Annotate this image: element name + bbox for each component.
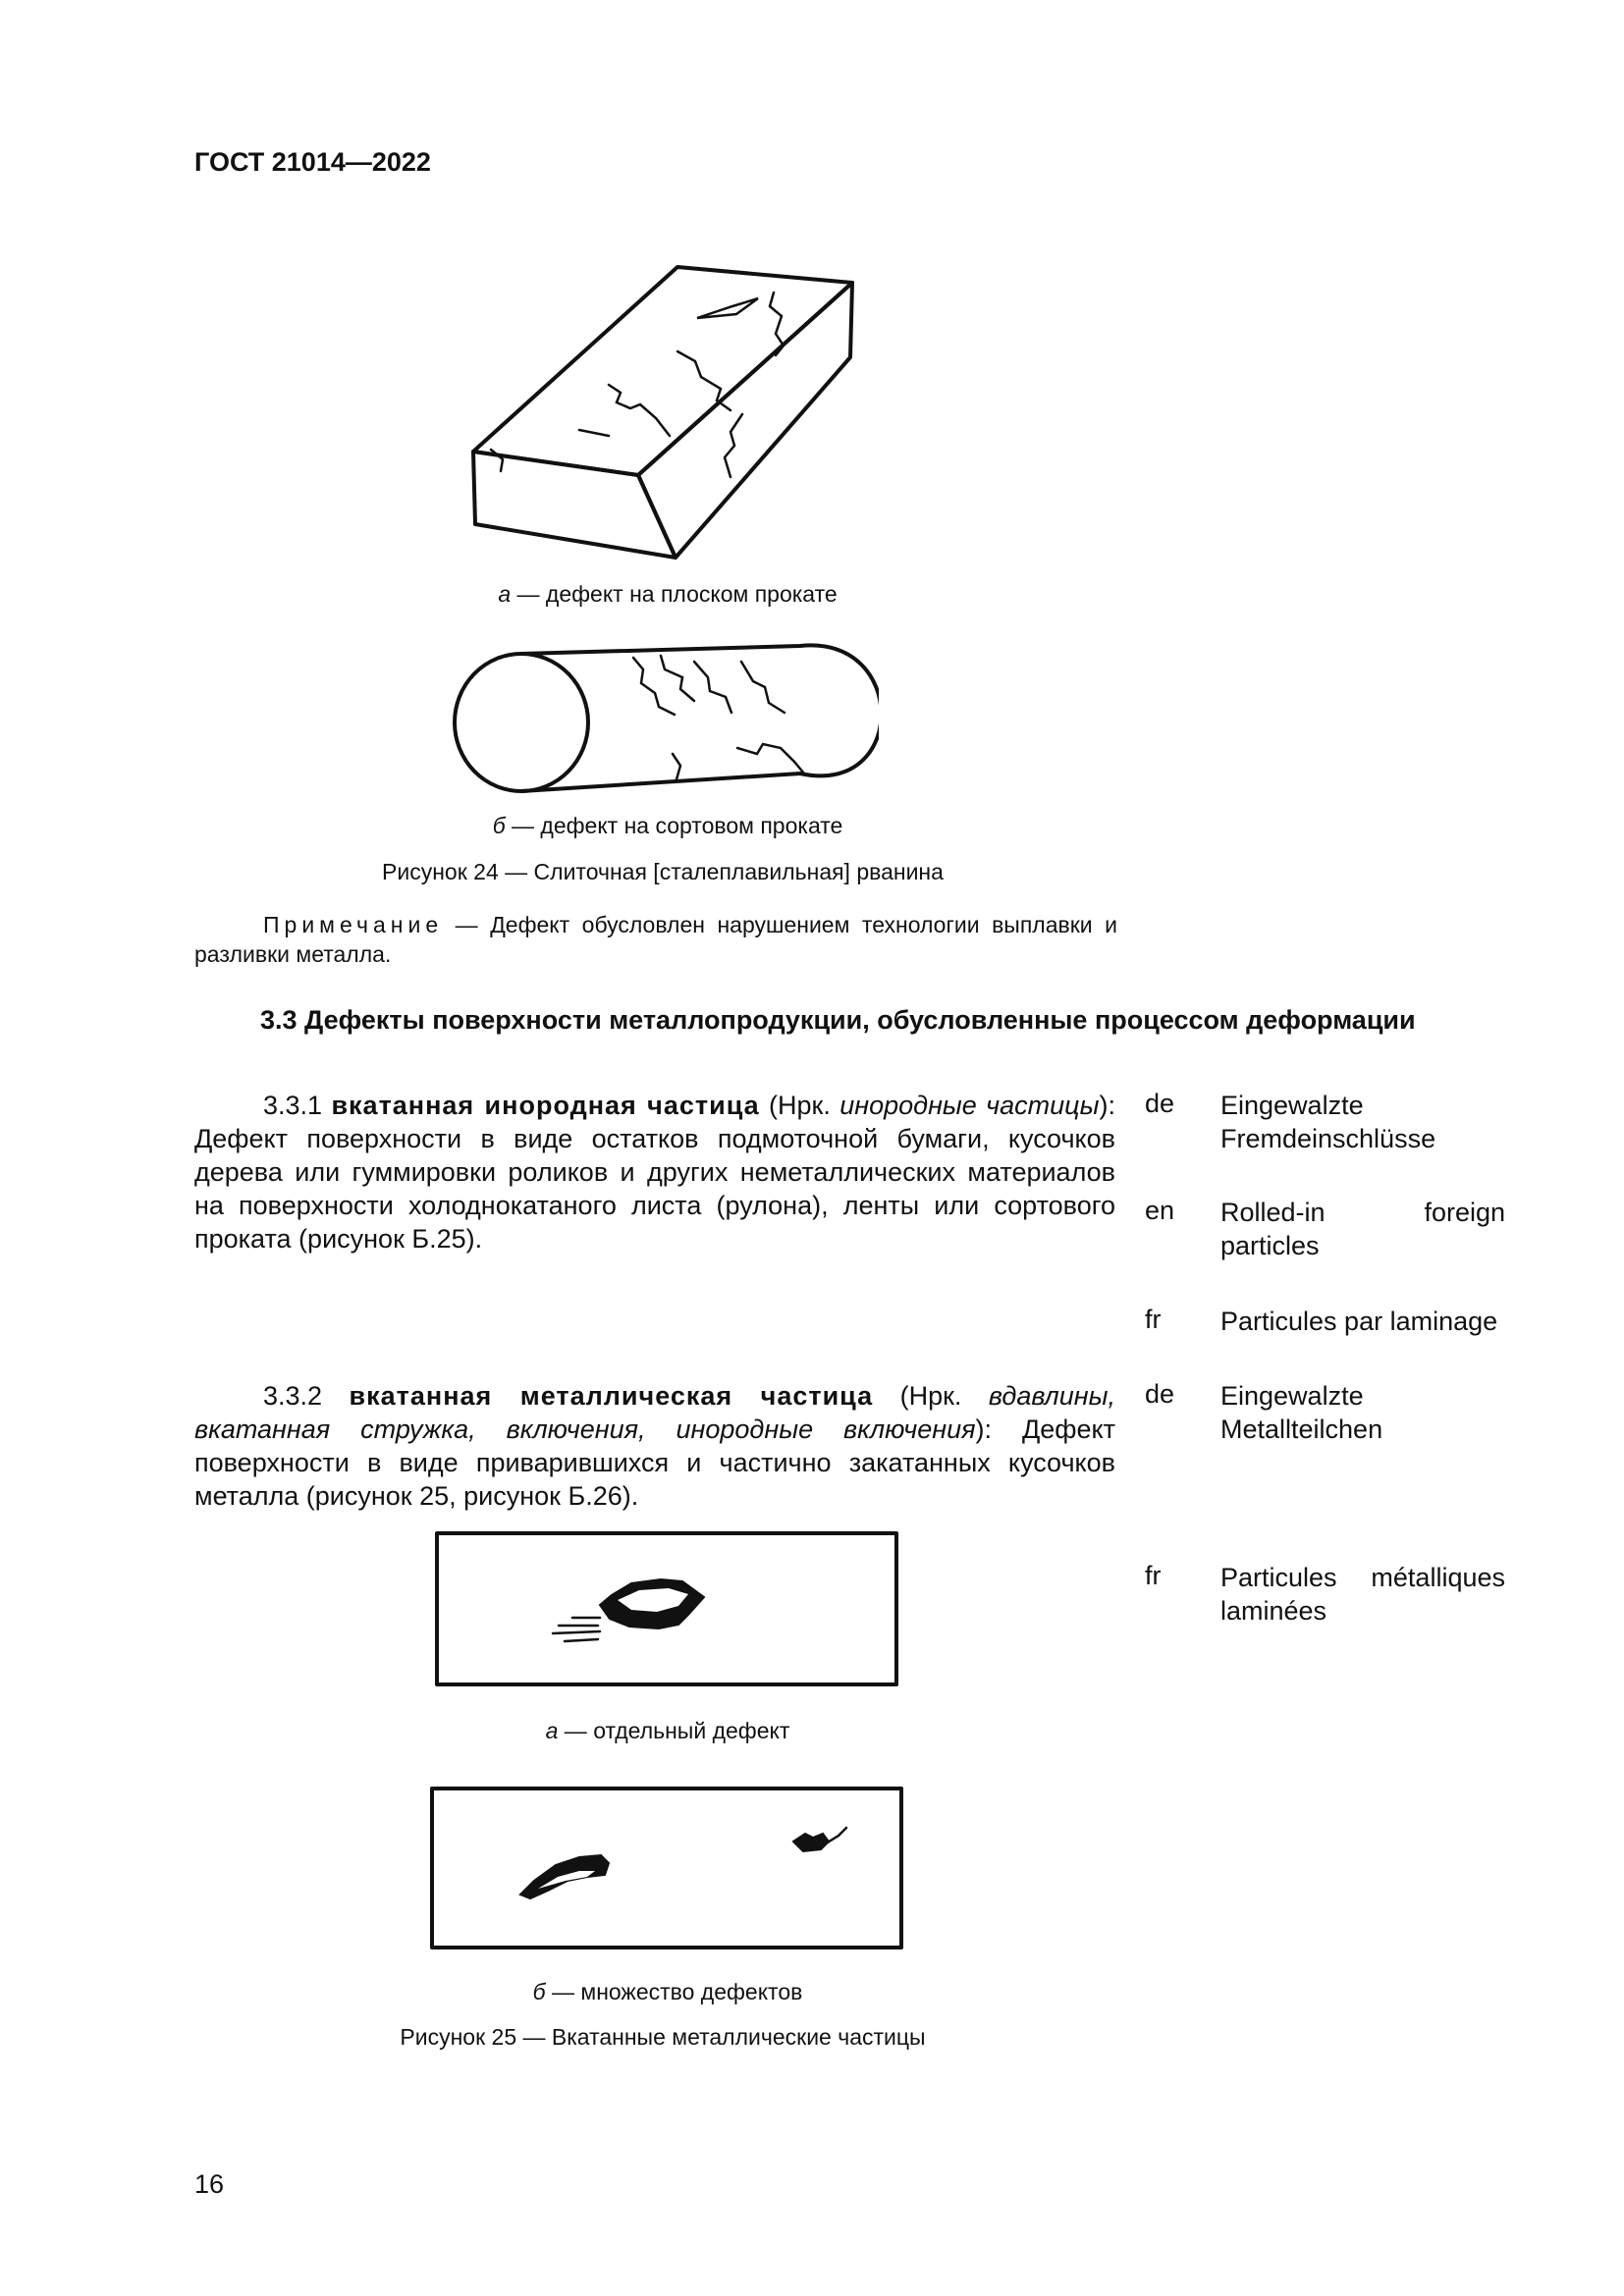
figure-24b-bar-drawing: [447, 640, 879, 797]
term-3-3-1-de-term: Eingewalzte Fremdeinschlüsse: [1220, 1091, 1436, 1153]
figure-25a-defect-drawing: [435, 1531, 898, 1686]
document-header: ГОСТ 21014—2022: [194, 147, 431, 177]
figure-25a-caption: а — отдельный дефект: [545, 1718, 790, 1743]
figure-24a-caption: а — дефект на плоском прокате: [498, 581, 838, 607]
term-3-3-1-de-code: de: [1145, 1089, 1175, 1118]
term-3-3-1-deprecated: инородные частицы: [839, 1091, 1100, 1120]
figure-25b-caption: б — множество дефектов: [532, 1979, 803, 2004]
figure-25b-defects-drawing: [430, 1787, 903, 1949]
term-3-3-1-en-term: Rolled-in foreign particles: [1220, 1198, 1505, 1260]
term-3-3-2-term: вкатанная металлическая частица: [349, 1381, 874, 1411]
figure-24a-slab-drawing: [461, 257, 864, 561]
term-3-3-1-fr-term: Particules par laminage: [1220, 1307, 1498, 1336]
term-3-3-1-en-code: en: [1145, 1196, 1175, 1225]
term-3-3-2-deprecated: вдавлины, вкатанная стружка, включения, инородные включения: [194, 1381, 1116, 1444]
figure-24b-caption: б — дефект на сортовом прокате: [492, 813, 843, 838]
page-number: 16: [194, 2169, 225, 2199]
term-3-3-1-term: вкатанная инородная частица: [331, 1091, 760, 1120]
term-3-3-2-de-code: de: [1145, 1379, 1175, 1409]
note-paragraph: Примечание — Дефект обусловлен нарушением технологии выплавки и разливки металла.: [194, 912, 1117, 967]
term-3-3-2-de-term: Eingewalzte Metallteilchen: [1220, 1381, 1383, 1444]
section-heading: 3.3 Дефекты поверхности металлопродукции, обусловленные процессом деформации: [260, 1005, 1416, 1035]
term-3-3-2-definition: 3.3.2 вкатанная металлическая частица (Нрк. вдавлины, вкатанная стружка, включения, инородные включения): Дефект поверхности в виде приварившихся и частично закатанных кусочков металла (рисунок 25, рисунок Б.26).: [194, 1381, 1116, 1511]
term-3-3-2-fr-term: Particules métalliques laminées: [1220, 1563, 1505, 1626]
figure-25-title: Рисунок 25 — Вкатанные металлические частицы: [400, 2024, 926, 2050]
figure-24-title: Рисунок 24 — Слиточная [сталеплавильная] рванина: [382, 859, 944, 884]
term-3-3-2-fr-code: fr: [1145, 1561, 1162, 1590]
note-label: Примечание: [263, 912, 444, 937]
term-3-3-1-definition: 3.3.1 вкатанная инородная частица (Нрк. инородные частицы): Дефект поверхности в виде остатков подмоточной бумаги, кусочков дерева или гуммировки роликов и других неметаллических материалов на поверхности холоднокатаного листа (рулона), ленты или сортового проката (рисунок Б.25).: [194, 1091, 1115, 1254]
term-3-3-1-fr-code: fr: [1145, 1305, 1162, 1334]
